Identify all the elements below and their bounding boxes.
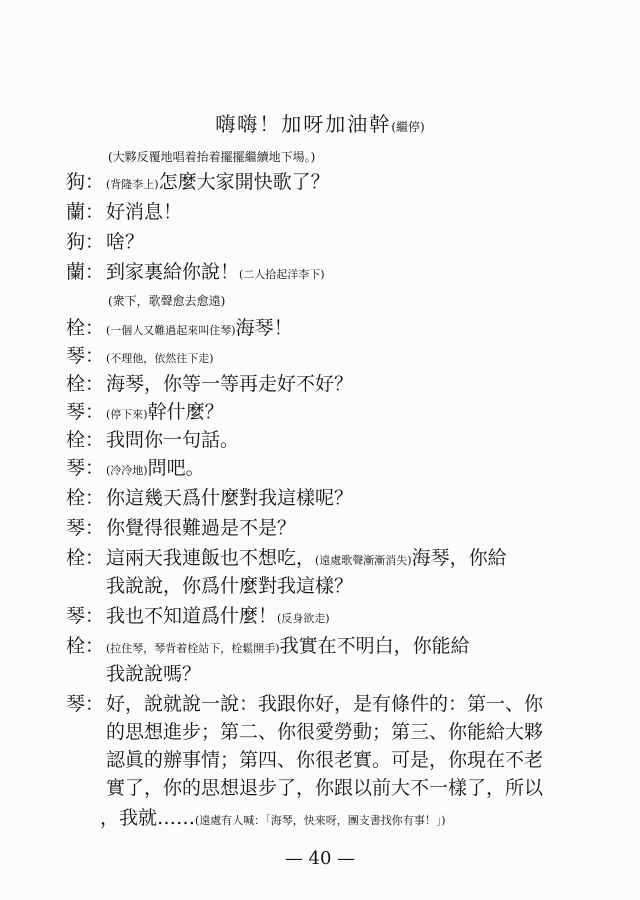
- continuation-line: 的思想進步；第二、你很愛勞動；第三、你能給大夥: [106, 721, 544, 743]
- last-line-text: ，我就……: [100, 807, 196, 829]
- speaker: 栓：: [66, 429, 105, 451]
- stage-note: (冷冷地): [106, 464, 148, 477]
- continuation-line: 我說說嗎？: [106, 663, 202, 685]
- speaker: 栓：: [66, 487, 105, 509]
- stage-note: (背隆李上): [106, 178, 159, 191]
- dialogue-line: [66, 398, 566, 429]
- stage-direction-mid: (衆下，歌聲愈去愈遠): [108, 294, 226, 308]
- continuation-line: 我說說，你爲什麼對我這樣？: [106, 575, 354, 597]
- speaker: 栓：: [66, 635, 105, 657]
- speaker: 琴：: [66, 605, 105, 627]
- dialogue-line: [66, 632, 566, 663]
- dialogue-line: [66, 690, 566, 718]
- continuation-line: 認眞的辦事情；第四、你很老實。可是，你現在不老: [106, 749, 544, 771]
- dialogue-line: [66, 484, 566, 512]
- line-text: 海琴！: [235, 317, 293, 339]
- speaker: 蘭：: [66, 201, 105, 223]
- line-text: 幹什麼？: [147, 401, 224, 423]
- dialogue-line: [66, 370, 566, 398]
- stage-direction-top: (大夥反覆地唱着抬着擺擺繼續地下場。): [108, 150, 316, 164]
- line-text: 我實在不明白，你能給: [279, 635, 470, 657]
- line-text-cont: 海琴，你給: [411, 547, 507, 569]
- dialogue-line: [66, 258, 566, 289]
- line-text: 這兩天我連飯也不想吃，: [106, 547, 316, 569]
- stage-note: (遠處有人喊：「海琴，快來呀，團支書找你有事！」): [195, 814, 446, 827]
- line-text: 好，說就說一說：我跟你好，是有條件的：第一、你: [106, 693, 544, 715]
- stage-note: (一個人又難過起來叫住琴): [106, 324, 236, 337]
- stage-note: (二人拾起洋李下): [239, 268, 325, 281]
- speaker: 栓：: [66, 373, 105, 395]
- line-text: 好消息！: [106, 201, 183, 223]
- continuation-line: 實了，你的思想退步了，你跟以前大不一樣了，所以: [106, 777, 544, 799]
- stage-note: (拉住琴，琴背着栓站下，栓鬆開手): [106, 642, 280, 655]
- title-main: 嗨嗨！加呀加油幹: [215, 112, 392, 136]
- line-text: 你覺得很難過是不是？: [106, 517, 297, 539]
- speaker: 琴：: [66, 693, 105, 715]
- dialogue-line: [66, 168, 566, 199]
- speaker: 琴：: [66, 517, 105, 539]
- stage-note: (不理他，依然往下走): [106, 352, 214, 365]
- stage-note: (停下來): [106, 408, 148, 421]
- dialogue-line: [66, 454, 566, 485]
- line-text: 啥？: [106, 231, 145, 253]
- speaker: 蘭：: [66, 261, 105, 283]
- speaker: 琴：: [66, 457, 105, 479]
- dialogue-line: [66, 228, 566, 256]
- dialogue-line: [66, 426, 566, 454]
- line-text: 問吧。: [147, 457, 205, 479]
- dialogue-line: [66, 198, 566, 226]
- speaker: 栓：: [66, 547, 105, 569]
- continuation-line-last: [100, 804, 560, 835]
- dialogue-line: [66, 514, 566, 542]
- page-number: — 40 —: [284, 848, 356, 869]
- speaker: 琴：: [66, 345, 105, 367]
- line-text: 海琴，你等一等再走好不好？: [106, 373, 354, 395]
- line-text: 你這幾天爲什麼對我這樣呢？: [106, 487, 354, 509]
- dialogue-line: [66, 314, 566, 345]
- dialogue-line: [66, 342, 566, 373]
- title-note: (繼停): [391, 120, 425, 134]
- line-text: 我也不知道爲什麼！: [106, 605, 278, 627]
- dialogue-line: [66, 544, 566, 575]
- scene-title: [0, 108, 640, 137]
- line-text: 怎麼大家開快歌了？: [158, 171, 330, 193]
- line-text: 到家裏給你說！: [106, 261, 240, 283]
- speaker: 琴：: [66, 401, 105, 423]
- line-text: 我問你一句話。: [106, 429, 240, 451]
- stage-note: (遠處歌聲漸漸消失): [315, 554, 412, 567]
- speaker: 狗：: [66, 231, 105, 253]
- speaker: 栓：: [66, 317, 105, 339]
- stage-note: (反身欲走): [277, 612, 330, 625]
- speaker: 狗：: [66, 171, 105, 193]
- dialogue-line: [66, 602, 566, 633]
